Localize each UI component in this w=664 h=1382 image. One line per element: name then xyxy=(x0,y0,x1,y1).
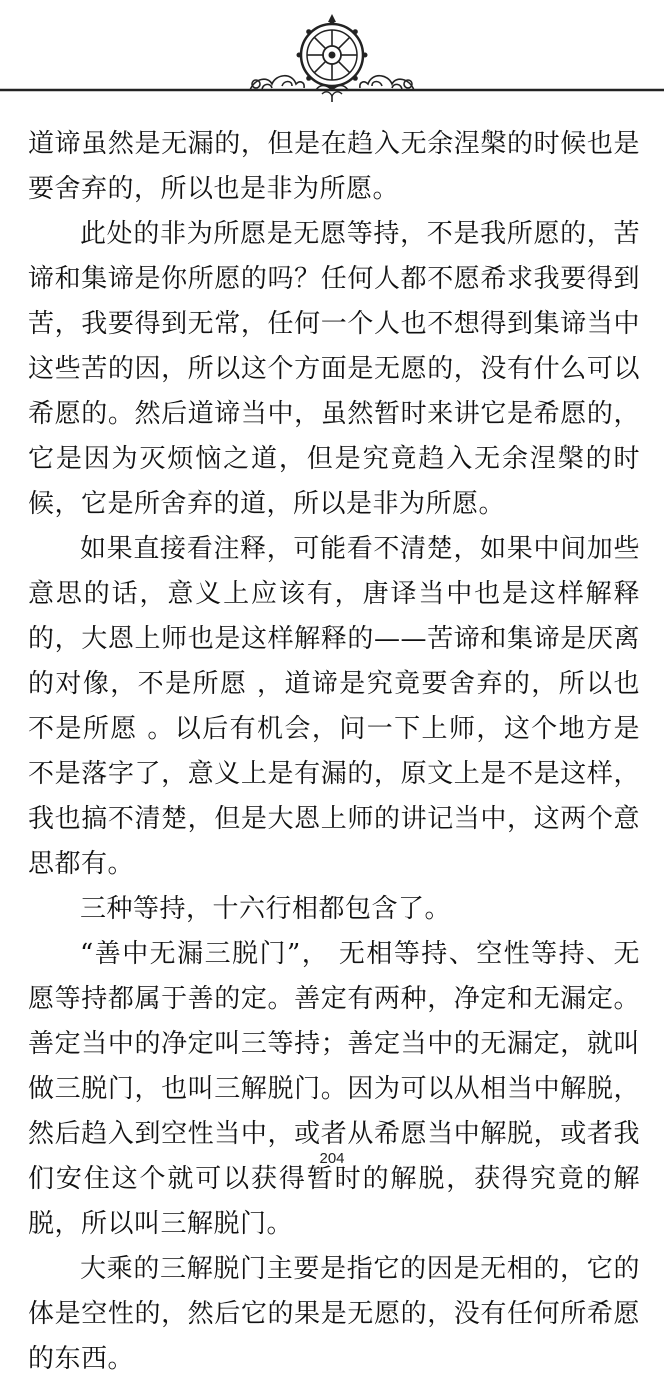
paragraph-5: “善中无漏三脱门”， 无相等持、空性等持、无愿等持都属于善的定。善定有两种，净定和无漏定。善定当中的净定叫三等持；善定当中的无漏定，就叫做三脱门，也叫三解脱门。因为可以从相当中解脱，然后趋入到空性当中，或者从希愿当中解脱，或者我们安住这个就可以获得暂时的解脱，获得究竟的解脱，所以叫三解脱门。 xyxy=(28,939,640,1239)
header-ornament xyxy=(0,0,664,112)
page-number: 204 xyxy=(319,1150,345,1167)
page-header xyxy=(0,0,664,112)
paragraph-3: 如果直接看注释，可能看不清楚，如果中间加些意思的话，意义上应该有，唐译当中也是这样解释的，大恩上师也是这样解释的——苦谛和集谛是厌离的对像，不是所愿 ，道谛是究竟要舍弃的，所以也不是所愿 。以后有机会，问一下上师，这个地方是不是落字了，意义上是有漏的，原文上是不是这样，我也搞不清楚，但是大恩上师的讲记当中，这两个意思都有。 xyxy=(28,534,640,879)
paragraph-1: 道谛虽然是无漏的，但是在趋入无余涅槃的时候也是要舍弃的，所以也是非为所愿。 xyxy=(28,129,640,204)
page-body xyxy=(28,122,640,1382)
paragraph-6: 大乘的三解脱门主要是指它的因是无相的，它的体是空性的，然后它的果是无愿的，没有任何所希愿的东西。 xyxy=(28,1254,640,1374)
cloud-scroll-left-icon xyxy=(250,76,304,90)
cloud-scroll-right-icon xyxy=(360,76,414,90)
paragraph-2: 此处的非为所愿是无愿等持，不是我所愿的，苦谛和集谛是你所愿的吗？任何人都不愿希求我要得到苦，我要得到无常，任何一个人也不想得到集谛当中这些苦的因，所以这个方面是无愿的，没有什么可以希愿的。然后道谛当中，虽然暂时来讲它是希愿的，它是因为灭烦恼之道，但是究竟趋入无余涅槃的时候，它是所舍弃的道，所以是非为所愿。 xyxy=(28,219,640,519)
paragraph-4: 三种等持，十六行相都包含了。 xyxy=(80,894,452,924)
